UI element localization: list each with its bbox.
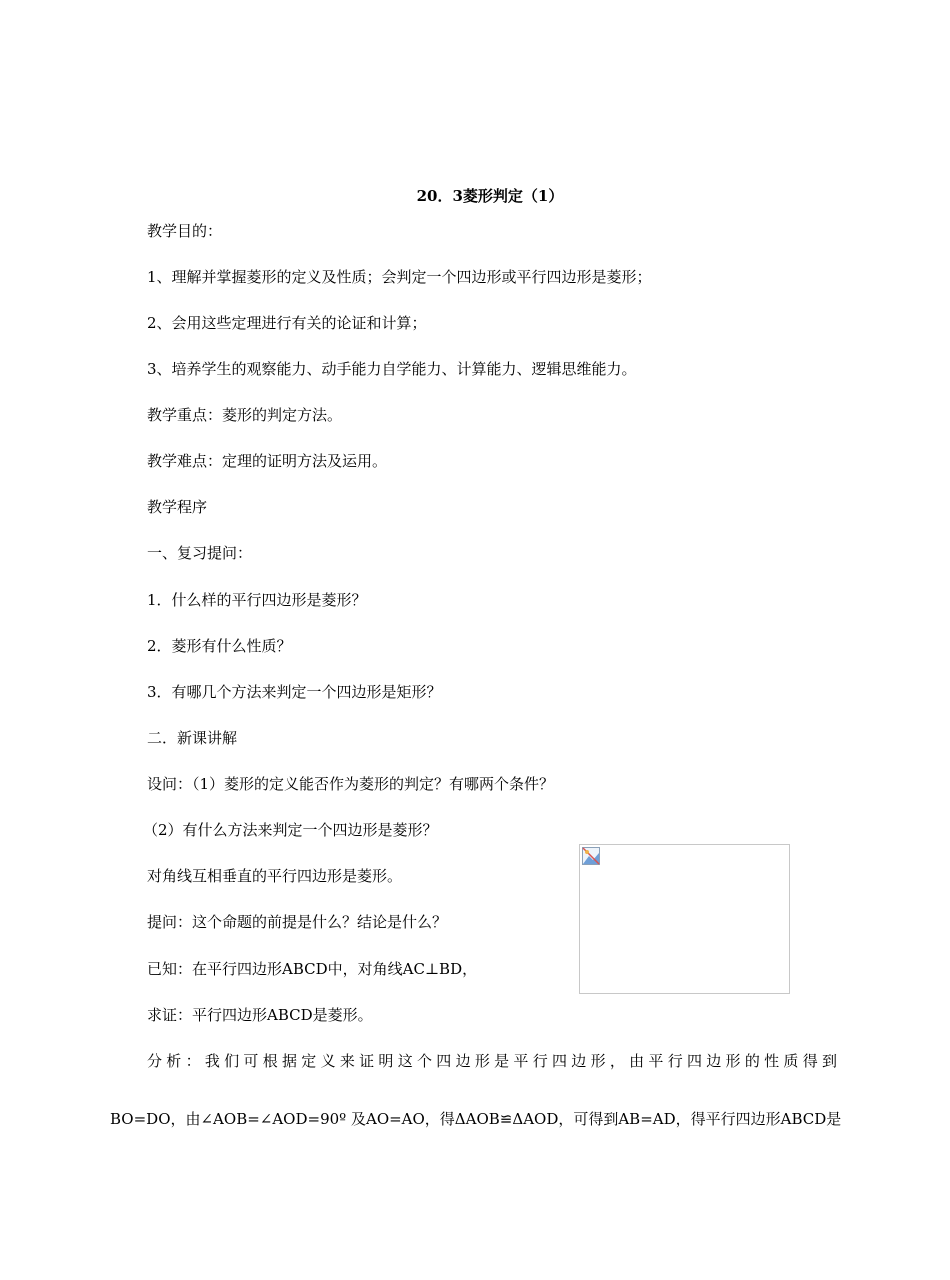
analysis-line-2: BO=DO，由∠AOB=∠AOD=90º 及AO=AO，得ΔAOB≌ΔAOD，可得到AB=AD，得平行四边形ABCD是 xyxy=(110,1110,842,1128)
goal-item-3: 3、培养学生的观察能力、动手能力自学能力、计算能力、逻辑思维能力。 xyxy=(147,360,637,378)
ask-question: 提问：这个命题的前提是什么？结论是什么？ xyxy=(147,913,448,931)
analysis-line-1: 分析：我们可根据定义来证明这个四边形是平行四边形，由平行四边形的性质得到 xyxy=(147,1052,837,1070)
theorem: 对角线互相垂直的平行四边形是菱形。 xyxy=(147,867,403,885)
goal-heading: 教学目的： xyxy=(147,222,223,240)
review-heading: 一、复习提问： xyxy=(147,544,253,562)
figure-placeholder xyxy=(579,844,790,994)
question-1: 设问：（1）菱形的定义能否作为菱形的判定？有哪两个条件？ xyxy=(147,775,555,793)
question-2: （2）有什么方法来判定一个四边形是菱形？ xyxy=(143,821,438,839)
broken-image-icon xyxy=(582,847,600,865)
review-question-3: 3．有哪几个方法来判定一个四边形是矩形？ xyxy=(147,683,442,701)
review-question-2: 2．菱形有什么性质？ xyxy=(147,637,292,655)
goal-item-2: 2、会用这些定理进行有关的论证和计算； xyxy=(147,314,427,332)
review-question-1: 1．什么样的平行四边形是菱形？ xyxy=(147,591,367,609)
key-point: 教学重点：菱形的判定方法。 xyxy=(147,406,343,424)
goal-item-1: 1、理解并掌握菱形的定义及性质；会判定一个四边形或平行四边形是菱形； xyxy=(147,268,652,286)
prove: 求证：平行四边形ABCD是菱形。 xyxy=(147,1006,373,1024)
new-lesson-heading: 二．新课讲解 xyxy=(147,729,238,747)
given: 已知：在平行四边形ABCD中，对角线AC⊥BD， xyxy=(147,960,478,978)
page-title: 20．3菱形判定（1） xyxy=(416,187,564,205)
procedure-heading: 教学程序 xyxy=(147,498,208,516)
difficulty: 教学难点：定理的证明方法及运用。 xyxy=(147,452,388,470)
